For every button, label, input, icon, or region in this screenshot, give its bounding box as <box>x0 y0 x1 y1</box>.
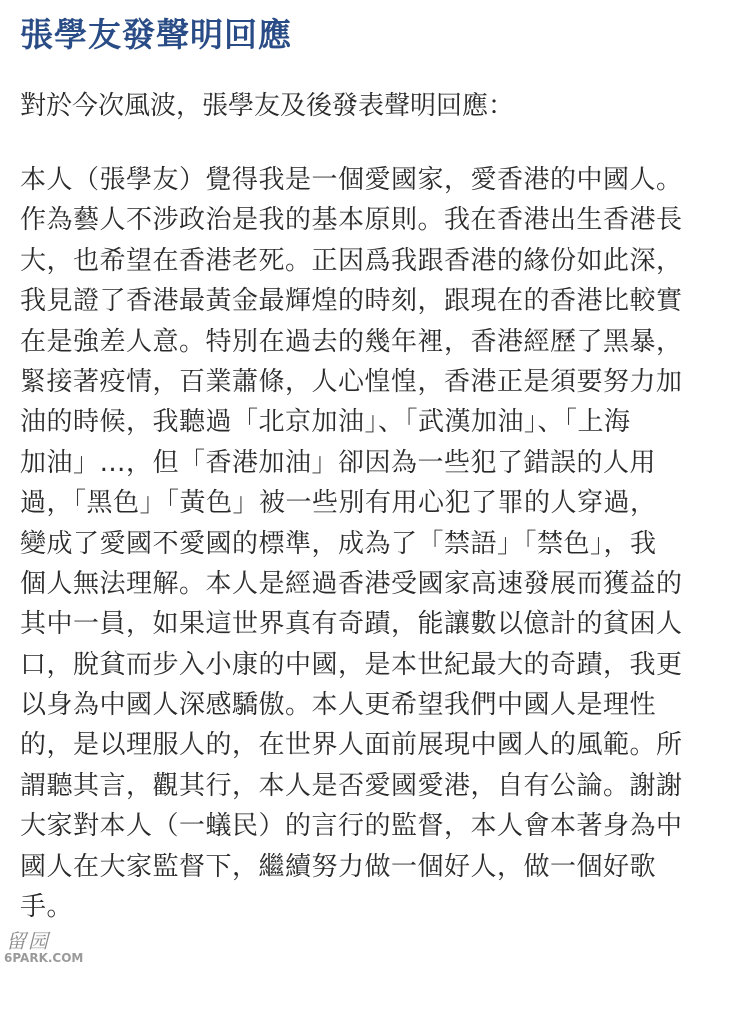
statement-line: 過，「黑色」「黃色」被一些別有用心犯了罪的人穿過， <box>20 488 657 519</box>
statement-line: 大家對本人（一蟻民）的言行的監督，本人會本著身為中 <box>20 811 683 842</box>
statement-line: 本人（張學友）覺得我是一個愛國家，愛香港的中國人。 <box>20 165 683 195</box>
watermark-logo-text: 留园 <box>6 925 50 954</box>
watermark-site-text: 6PARK.COM <box>4 951 84 965</box>
statement-line: 變成了愛國不愛國的標準，成為了「禁語」「禁色」，我 <box>20 528 657 559</box>
statement-line: 口，脫貧而步入小康的中國，是本世紀最大的奇蹟，我更 <box>20 649 683 680</box>
statement-line: 個人無法理解。本人是經過香港受國家高速發展而獲益的 <box>20 568 683 599</box>
statement-line: 作為藝人不涉政治是我的基本原則。我在香港出生香港長 <box>20 205 683 236</box>
statement-line: 在是強差人意。特別在過去的幾年裡，香港經歷了黑暴， <box>20 326 683 357</box>
intro-text: 對於今次風波，張學友及後發表聲明回應： <box>20 91 515 121</box>
page-title: 張學友發聲明回應 <box>20 15 292 54</box>
statement-line: 加油」…，但「香港加油」卻因為一些犯了錯誤的人用 <box>20 447 657 478</box>
statement-line: 謂聽其言，觀其行，本人是否愛國愛港，自有公論。謝謝 <box>20 770 683 801</box>
statement-line: 的，是以理服人的，在世界人面前展現中國人的風範。所 <box>20 730 683 761</box>
statement-line: 緊接著疫情，百業蕭條，人心惶惶，香港正是須要努力加 <box>20 366 683 397</box>
statement-line: 其中一員，如果這世界真有奇蹟，能讓數以億計的貧困人 <box>20 609 683 640</box>
statement-line: 以身為中國人深感驕傲。本人更希望我們中國人是理性 <box>20 690 657 721</box>
statement-line: 油的時候，我聽過「北京加油」、「武漢加油」、「上海 <box>20 407 631 438</box>
watermark <box>0 925 96 987</box>
statement-body <box>20 160 716 927</box>
statement-line: 大，也希望在香港老死。正因爲我跟香港的緣份如此深， <box>20 245 683 276</box>
statement-line: 國人在大家監督下，繼續努力做一個好人，做一個好歌 <box>20 851 657 882</box>
statement-line: 手。 <box>20 892 74 923</box>
statement-line: 我見證了香港最黃金最輝煌的時刻，跟現在的香港比較實 <box>20 286 683 317</box>
